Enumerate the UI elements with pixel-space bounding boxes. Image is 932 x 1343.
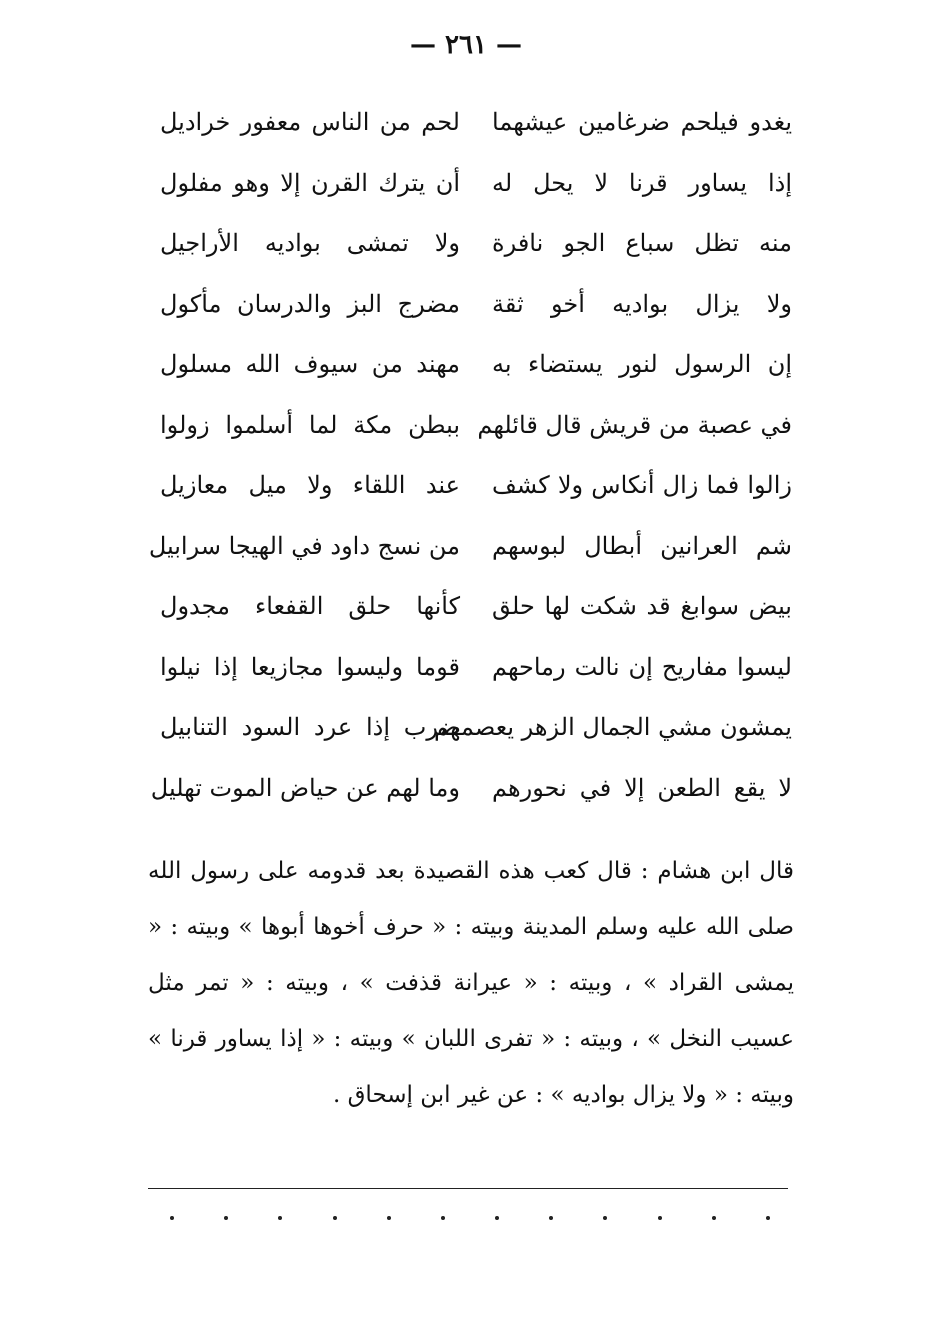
verse-row: [160, 274, 792, 335]
verse-row: [160, 395, 792, 456]
verse-row: [160, 576, 792, 637]
verse-row: [160, 697, 792, 758]
verse-second-hemistich: أن يترك القرن إلا وهو مفلول: [160, 168, 460, 197]
verse-row: [160, 213, 792, 274]
verse-first-hemistich: يغدو فيلحم ضرغامين عيشهما: [492, 108, 792, 137]
verse-row: [160, 153, 792, 214]
dot-mark: [495, 1216, 499, 1220]
verse-first-hemistich: إن الرسول لنور يستضاء به: [492, 350, 792, 379]
footer-dots: [170, 1216, 770, 1220]
verse-second-hemistich: من نسج داود في الهيجا سرابيل: [148, 531, 460, 560]
verse-first-hemistich: إذا يساور قرنا لا يحل له: [492, 168, 792, 197]
poem: [148, 92, 792, 818]
verse-first-hemistich: يمشون مشي الجمال الزهر يعصمهم: [434, 713, 792, 742]
verse-second-hemistich: قوما وليسوا مجازيعا إذا نيلوا: [160, 652, 460, 681]
verse-row: [160, 92, 792, 153]
verse-second-hemistich: كأنها حلق القفعاء مجدول: [160, 592, 460, 621]
dot-mark: [549, 1216, 553, 1220]
dot-mark: [224, 1216, 228, 1220]
verse-row: [160, 637, 792, 698]
dot-mark: [387, 1216, 391, 1220]
verse-second-hemistich: مضرج البز والدرسان مأكول: [160, 289, 460, 318]
dot-mark: [170, 1216, 174, 1220]
verse-first-hemistich: زالوا فما زال أنكاس ولا كشف: [492, 471, 792, 500]
verse-second-hemistich: ببطن مكة لما أسلموا زولوا: [160, 410, 460, 439]
verse-second-hemistich: لحم من الناس معفور خراديل: [160, 108, 460, 137]
dot-mark: [333, 1216, 337, 1220]
verse-first-hemistich: في عصبة من قريش قال قائلهم: [477, 410, 792, 439]
verse-second-hemistich: وما لهم عن حياض الموت تهليل: [150, 773, 460, 802]
verse-row: [160, 334, 792, 395]
dot-mark: [603, 1216, 607, 1220]
verse-first-hemistich: ليسوا مفاريح إن نالت رماحهم: [492, 652, 792, 681]
prose-paragraph: قال ابن هشام : قال كعب هذه القصيدة بعد قدومه على رسول الله صلى الله عليه وسلم المدينة وبيته : « حرف أخوها أبوها » وبيته : « يمشى القراد » ، وبيته : « عيرانة قذفت » ، وبيته : « تمر مثل عسيب النخل » ، وبيته : « تفرى اللبان » وبيته : « إذا يساور قرنا » وبيته : « ولا يزال بواديه » : عن غير ابن إسحاق .: [148, 858, 794, 1108]
dot-mark: [712, 1216, 716, 1220]
page-number: — ٢٦١ —: [409, 30, 523, 60]
verse-row: [160, 455, 792, 516]
verse-second-hemistich: عند اللقاء ولا ميل معازيل: [160, 471, 460, 500]
footer-divider: [148, 1188, 788, 1189]
dot-mark: [658, 1216, 662, 1220]
verse-row: [148, 516, 792, 577]
verse-first-hemistich: منه تظل سباع الجو نافرة: [492, 229, 792, 258]
verse-row: [150, 758, 792, 819]
verse-second-hemistich: ولا تمشى بواديه الأراجيل: [160, 229, 460, 258]
verse-first-hemistich: شم العرانين أبطال لبوسهم: [492, 531, 792, 560]
verse-first-hemistich: لا يقع الطعن إلا في نحورهم: [492, 773, 792, 802]
verse-first-hemistich: ولا يزال بواديه أخو ثقة: [492, 289, 792, 318]
verse-first-hemistich: بيض سوابغ قد شكت لها حلق: [492, 592, 792, 621]
verse-second-hemistich: مهند من سيوف الله مسلول: [160, 350, 460, 379]
dot-mark: [766, 1216, 770, 1220]
dot-mark: [278, 1216, 282, 1220]
dot-mark: [441, 1216, 445, 1220]
verse-second-hemistich: ضرب إذا عرد السود التنابيل: [160, 713, 460, 742]
